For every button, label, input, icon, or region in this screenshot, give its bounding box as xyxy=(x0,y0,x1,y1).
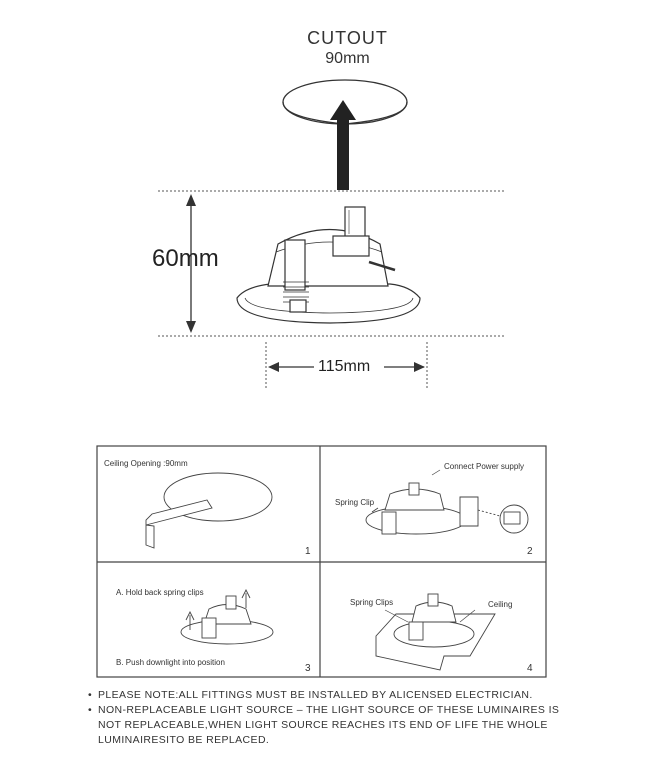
step-3-label-b: B. Push downlight into position xyxy=(116,658,225,667)
step-1-opening-label: Ceiling Opening :90mm xyxy=(104,459,188,468)
width-dimension: 115mm xyxy=(318,358,371,375)
bullet-icon: • xyxy=(88,689,93,701)
cutout-size: 90mm xyxy=(325,50,370,67)
step-4-illustration xyxy=(376,594,495,670)
step-3-number: 3 xyxy=(305,663,311,674)
installation-notes xyxy=(88,688,568,748)
step-1-number: 1 xyxy=(305,546,311,557)
note-item: • NON-REPLACEABLE LIGHT SOURCE – THE LIGHT SOURCE OF THESE LUMINAIRES IS NOT REPLACEABLE,WHEN LIGHT SOURCE REACHES ITS END OF LIFE THE WHOLE LUMINAIRESITO BE REPLACED. xyxy=(88,704,560,746)
step-2-clip-label: Spring Clip xyxy=(335,498,375,507)
step-4-clips-label: Spring Clips xyxy=(350,598,394,607)
step-4-ceiling-label: Ceiling xyxy=(488,600,513,609)
height-dimension: 60mm xyxy=(152,245,219,272)
step-3-label-a: A. Hold back spring clips xyxy=(116,588,204,597)
step-2-number: 2 xyxy=(527,546,533,557)
step-2-illustration xyxy=(366,470,528,534)
cutout-title: CUTOUT xyxy=(307,28,388,48)
step-2-power-label: Connect Power supply xyxy=(444,462,525,471)
bullet-icon: • xyxy=(88,704,93,716)
downlight-illustration xyxy=(237,207,420,323)
up-arrow-icon xyxy=(330,100,356,190)
step-4-number: 4 xyxy=(527,663,533,674)
note-item: • PLEASE NOTE:ALL FITTINGS MUST BE INSTALLED BY ALICENSED ELECTRICIAN. xyxy=(88,689,533,701)
step-3-illustration xyxy=(181,590,273,644)
steps-grid xyxy=(97,446,546,677)
step-1-illustration xyxy=(146,473,272,548)
